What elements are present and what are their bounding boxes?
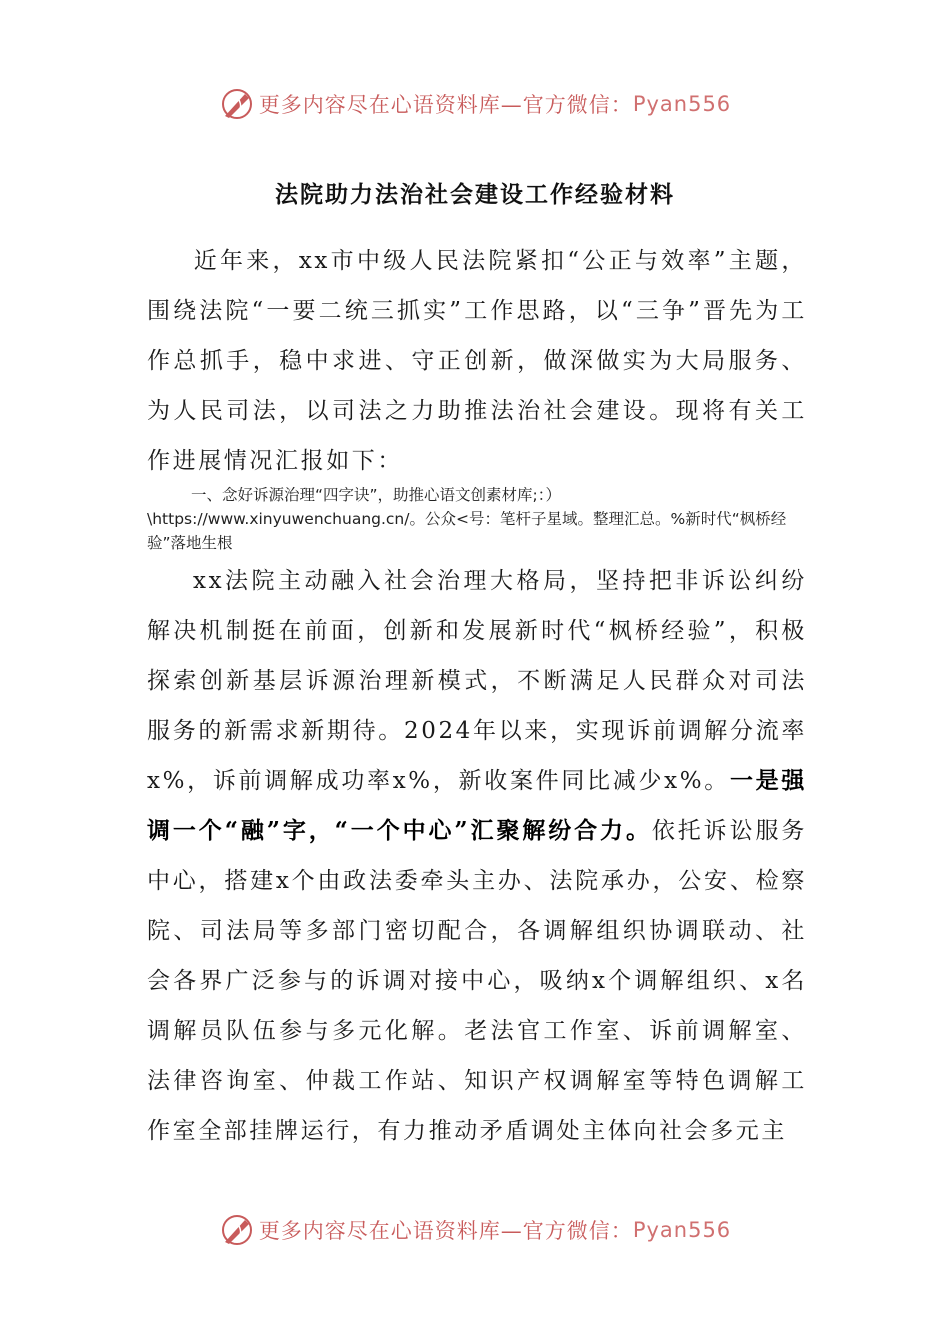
footer-watermark-banner: [0, 1210, 950, 1250]
body-paragraph: [147, 556, 807, 1156]
pen-circle-logo-icon: [219, 86, 255, 122]
header-watermark-banner: [0, 84, 950, 124]
banner-text: 更多内容尽在心语资料库—官方微信：: [258, 1219, 633, 1243]
section-heading: [147, 483, 807, 555]
banner-wechat-id: Pyan556: [632, 1218, 732, 1242]
banner-wechat-id: Pyan556: [632, 92, 732, 116]
intro-text: 近年来，xx市中级人民法院紧扣“公正与效率”主题，围绕法院“一要二统三抓实”工作思路，以“三争”晋先为工作总抓手，稳中求进、守正创新，做深做实为大局服务、为人民司法，以司法之力助推法治社会建设。现将有关工作进展情况汇报如下：: [147, 248, 807, 474]
body-bold-lead: 一是强调一个“融”字，“一个中心”汇聚解纷合力。: [147, 767, 807, 844]
banner-text: 更多内容尽在心语资料库—官方微信：: [258, 93, 633, 117]
document-title: 法院助力法治社会建设工作经验材料: [275, 181, 675, 208]
intro-paragraph: [147, 236, 807, 486]
body-text-part1: xx法院主动融入社会治理大格局，坚持把非诉讼纠纷解决机制挺在前面，创新和发展新时代“枫桥经验”，积极探索创新基层诉源治理新模式，不断满足人民群众对司法服务的新需求新期待。2024年以来，实现诉前调解分流率x%，诉前调解成功率x%，新收案件同比减少x%。: [147, 568, 807, 794]
body-text-part2: 依托诉讼服务中心，搭建x个由政法委牵头主办、法院承办，公安、检察院、司法局等多部门密切配合，各调解组织协调联动、社会各界广泛参与的诉调对接中心，吸纳x个调解组织、x名调解员队伍参与多元化解。老法官工作室、诉前调解室、法律咨询室、仲裁工作站、知识产权调解室等特色调解工作室全部挂牌运行，有力推动矛盾调处主体向社会多元主: [147, 818, 807, 1144]
section-heading-text: 一、念好诉源治理“四字诀”，助推心语文创素材库;：）\https://www.xinyuwenchuang.cn/。公众<号：笔杆子星域。整理汇总。%新时代“枫桥经验”落地生根: [147, 486, 787, 552]
pen-circle-logo-icon: [219, 1212, 255, 1248]
